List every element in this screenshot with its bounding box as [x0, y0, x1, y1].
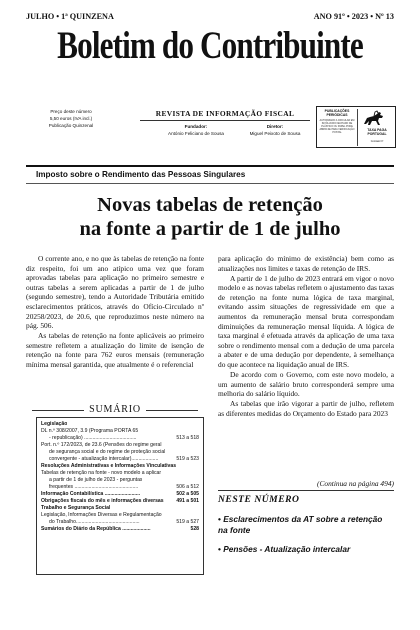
section-label: Imposto sobre o Rendimento das Pessoas Singulares [36, 170, 246, 179]
postal-stamp [316, 106, 396, 148]
sumario-entry-text: frequentes ............................................. [49, 484, 139, 490]
postal-publicacoes: PUBLICAÇÕES PERIÓDICAS [324, 109, 350, 118]
sumario-row [41, 456, 199, 463]
sumario-title: SUMÁRIO [26, 404, 204, 415]
sumario-row [41, 428, 199, 435]
issue-date: JULHO • 1ª QUINZENA [26, 12, 114, 21]
sumario-entry-pages: 513 a 518 [176, 435, 199, 441]
bullet-icon: • [218, 514, 224, 524]
sumario-entry-pages [197, 505, 199, 512]
sumario-row [41, 491, 199, 498]
price-label: Preço deste número [50, 109, 92, 114]
headline-line-2: na fonte a partir de 1 de julho [79, 218, 341, 240]
sumario-entry-pages [197, 463, 199, 470]
sumario-entry-text: do Trabalho............................................. [49, 519, 140, 525]
sumario-entry-pages: 491 a 501 [176, 498, 199, 504]
director-label: Diretor: [266, 124, 284, 129]
sumario-entry-text: Port. n.º 172/2023, de 23.6 (Pensões do regime geral [41, 442, 162, 448]
neste-numero-item [218, 514, 394, 536]
sumario-entry-text: a partir de 1 de julho de 2023 - perguntas [49, 477, 143, 483]
article-paragraph: De acordo com o Governo, com este novo modelo, a um aumento de salário bruto corresponderá sempre uma melhoria do salário líquido. [218, 370, 394, 399]
article-column-left [26, 254, 204, 370]
sumario-entry-pages [197, 421, 199, 428]
sumario-entry-pages [197, 470, 199, 477]
section-rule-bottom [26, 183, 394, 184]
article-paragraph: O corrente ano, e no que às tabelas de retenção na fonte diz respeito, foi um ano atípico uma vez que foram aprovadas tabelas para aplicação no primeiro semestre e outras tabelas a serem aplicadas a partir de 1 de julho (segundo semestre), tendo a Autoridade Tributária emitido esclarecimentos práticos, através do Ofício-Circulado nº 20258/2023, de 20.6, que reproduzimos neste número na pág. 506. [26, 254, 204, 331]
sumario-entry-text: convergente - atualização intercalar)................... [49, 456, 159, 462]
sumario-row [41, 421, 199, 428]
sumario-entry-text: Legislação, Informações Diversas e Regulamentação [41, 512, 162, 518]
director-credit [240, 124, 310, 137]
sumario-row [41, 505, 199, 512]
postal-divider [357, 109, 358, 146]
neste-numero-item-text: Pensões - Atualização intercalar [223, 544, 351, 554]
sumario-entry-text: - republicação) ..................................... [49, 435, 137, 441]
neste-numero-item [218, 544, 394, 555]
article-paragraph: A partir de 1 de julho de 2023 entrará em vigor o novo modelo e as novas tabelas refletem o ajustamento das taxas de retenção na fonte numa lógica de taxa marginal, evitando assim situações de regressividade em que a aumentos da remuneração mensal bruta correspondam diminuições da remuneração mensal líquida. A lógica de taxa marginal é efetuada através da aplicação de uma taxa sobre o rendimento mensal com a dedução de uma parcela a abater e de uma dedução por dependente, à semelhança do que acontece na liquidação anual de IRS. [218, 273, 394, 370]
postal-contract: Contrato Nº [370, 140, 384, 143]
neste-numero-rule [218, 490, 394, 491]
sumario-entry-text: Resoluções Administrativas e Informações Vinculativas [41, 463, 177, 469]
sumario-entry-text: Obrigações fiscais do mês e informações diversas [41, 498, 164, 504]
issue-number: ANO 91º • 2023 • Nº 13 [313, 12, 394, 21]
postal-taxa-paga: TAXA PAGA PORTUGAL [367, 128, 387, 136]
sumario-entry-pages: 519 a 527 [176, 519, 199, 525]
article-paragraph: para aplicação do mínimo de existência) bem como as atualizações nos limites e taxas de retenção de IRS. [218, 254, 394, 273]
founder-credit [156, 124, 236, 137]
sumario-row [41, 498, 199, 505]
horse-rider-icon [361, 109, 387, 127]
neste-numero-title: NESTE NÚMERO [218, 494, 300, 505]
sumario-entry-text: DL n.º 308/2007, 3.9 (Programa PORTA 65 [41, 428, 139, 434]
sumario-row [41, 526, 199, 533]
section-rule-top [26, 165, 394, 167]
sumario-row [41, 470, 199, 477]
sumario-entry-pages: 502 a 505 [176, 491, 199, 497]
article-column-right [218, 254, 394, 419]
sumario-entry-pages: 528 [190, 526, 199, 532]
sumario-row [41, 477, 199, 484]
sumario-row [41, 463, 199, 470]
bullet-icon: • [218, 544, 224, 554]
headline-line-1: Novas tabelas de retenção [97, 194, 323, 216]
masthead-title: Boletim do Contribuinte [57, 24, 363, 67]
founder-name: António Feliciano de Sousa [168, 130, 224, 136]
sumario-entry-text: Informação Contabilística ......................... [41, 491, 141, 497]
price-block [26, 108, 116, 129]
price-value: 5,50 euros (IVA incl.) [49, 116, 93, 121]
sumario-entry-pages: 519 a 523 [176, 456, 199, 462]
founder-label: Fundador: [184, 124, 208, 129]
article-paragraph: As tabelas que irão vigorar a partir de julho, refletem as diferentes medidas do Orçamento do Estado para 2023 [218, 399, 394, 418]
sumario-row [41, 442, 199, 449]
sumario-row [41, 512, 199, 519]
sumario-row [41, 484, 199, 491]
article-headline [0, 193, 420, 241]
sumario-entry-pages [197, 442, 199, 449]
sumario-entry-text: Tabelas de retenção na fonte - novo modelo a aplicar [41, 470, 162, 476]
sumario-entry-pages [197, 449, 199, 456]
sumario-row [41, 519, 199, 526]
sumario-entry-text: de segurança social e do regime de proteção social [49, 449, 166, 455]
continued-note: (Continua na página 494) [317, 479, 394, 488]
sumario-entry-pages: 506 a 512 [176, 484, 199, 490]
sumario-row [41, 449, 199, 456]
sumario-entry-text: Legislação [41, 421, 68, 427]
neste-numero-list [218, 514, 394, 563]
postal-small-print: AUTORIZADO A CIRCULAR EM INVÓLUCRO FECHADO DE PLÁSTICO OU PAPEL PODE ABRIR-SE PARA VERIFICAÇÃO POSTAL [319, 119, 355, 134]
issue-line [26, 12, 394, 24]
sumario-entry-pages [197, 477, 199, 484]
sumario-box [36, 417, 204, 575]
sumario-row [41, 435, 199, 442]
article-paragraph: As tabelas de retenção na fonte aplicáveis ao primeiro semestre refletem a atualização do limite de isenção de retenção na fonte para 762 euros mensais (remuneração mínima mensal garantida, que atualmente é o referencial [26, 331, 204, 370]
sumario-entry-pages [197, 512, 199, 519]
sumario-entry-text: Sumários do Diário da República .................... [41, 526, 151, 532]
masthead-divider [140, 120, 310, 121]
sumario-entry-text: Trabalho e Segurança Social [41, 505, 111, 511]
director-name: Miguel Peixoto de Sousa [249, 130, 301, 136]
publication-frequency: Publicação Quinzenal [48, 123, 94, 128]
neste-numero-item-text: Esclarecimentos da AT sobre a retenção na fonte [218, 514, 383, 535]
masthead-subtitle: REVISTA DE INFORMAÇÃO FISCAL [155, 109, 295, 118]
sumario-entry-pages [197, 428, 199, 435]
